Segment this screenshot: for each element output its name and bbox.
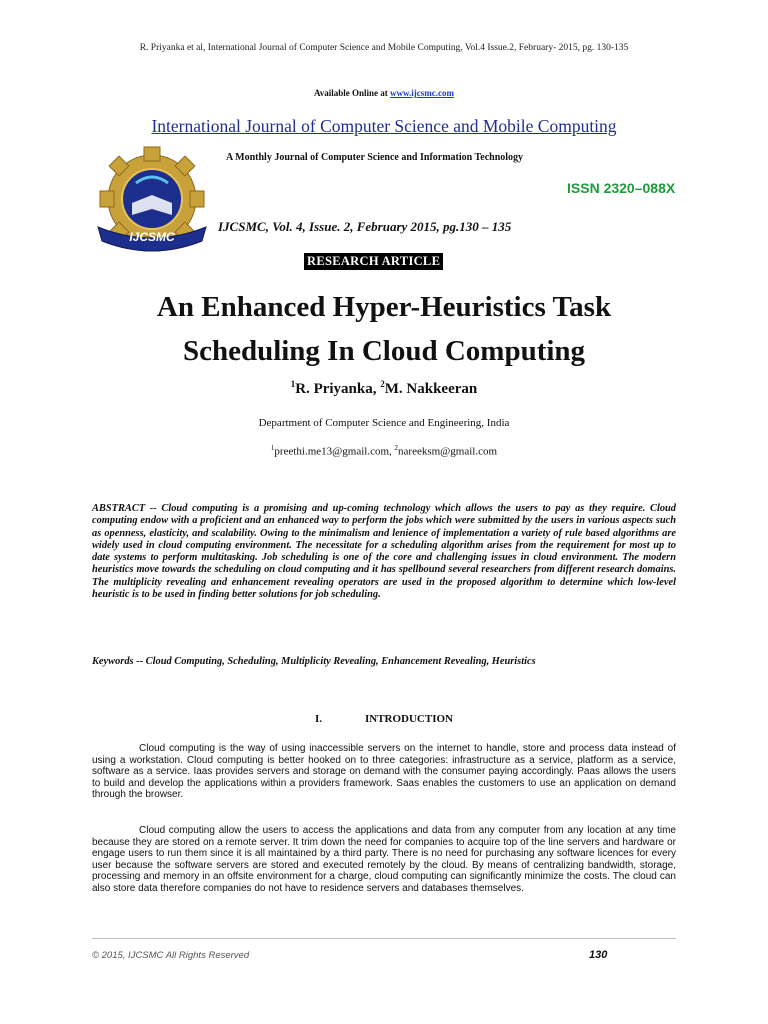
ijcsmc-logo xyxy=(92,143,212,261)
keywords: Keywords -- Cloud Computing, Scheduling, Multiplicity Revealing, Enhancement Revealing, Heuristics xyxy=(92,656,536,667)
title-line-1: An Enhanced Hyper-Heuristics Task xyxy=(156,291,612,323)
running-head: R. Priyanka et al, International Journal of Computer Science and Mobile Computing, Vol.4 Issue.2, February- 2015, pg. 130-135 xyxy=(139,43,629,53)
author-2-affil: 2 xyxy=(380,379,385,389)
journal-title[interactable]: International Journal of Computer Science and Mobile Computing xyxy=(151,116,617,136)
available-online xyxy=(0,88,768,98)
available-label: Available Online at xyxy=(313,88,391,98)
footer-divider xyxy=(92,938,676,939)
abstract: ABSTRACT -- Cloud computing is a promising and up-coming technology which allows the users to pay as they require. Cloud computing endow with a proficient and an enhanced way to perform the jobs which were submitted by the users in various aspects such as openness, elasticity, and scalability. Owing to the minimalism and lenience of implementation a variety of rule based algorithms are widely used in cloud computing environment. The necessitate for a scheduling algorithm arises from the requirement for most up to date systems to perform multitasking. Job scheduling is one of the core and challenging issues in cloud environment. The modern heuristics move towards the scheduling on cloud computing and it has spellbound several researchers from different research domains. The multiplicity revealing and enhancement revealing operators are used in the proposed algorithm to determine which low-level heuristic is to be used in finding better solutions for job scheduling. xyxy=(92,503,676,601)
title-line-2: Scheduling In Cloud Computing xyxy=(182,335,586,367)
copyright: © 2015, IJCSMC All Rights Reserved xyxy=(92,950,250,961)
author-2: M. Nakkeeran xyxy=(384,381,478,397)
section-heading xyxy=(0,713,768,725)
journal-website-link[interactable]: www.ijcsmc.com xyxy=(390,88,455,98)
section-title: INTRODUCTION xyxy=(364,713,453,725)
paper-title xyxy=(0,285,768,373)
section-number: I. xyxy=(314,713,323,725)
author-emails xyxy=(0,444,768,458)
intro-paragraph-2: Cloud computing allow the users to access the applications and data from any computer from any location at any time because they are stored on a remote server. It trim down the need for companies to acquire top of the line servers and hardware or engage users to run them since it is all maintained by a third party. There is no need for purchasing any software licences for every user because the software servers are stored and executed remotely by the cloud. By means of centralizing bandwidth, storage, processing and memory in an offsite environment for a charge, cloud computing can significantly minimize the costs. The cloud can also store data therefore companies do not have to residence servers and databases themselves. xyxy=(92,825,676,894)
page-number: 130 xyxy=(589,949,608,961)
issn: ISSN 2320–088X xyxy=(567,180,676,196)
intro-paragraph-1: Cloud computing is the way of using inaccessible servers on the internet to handle, store and process data instead of using a workstation. Cloud computing is better hooked on to three categories: infrastructure as a service, platform as a service, software as a service. Iaas provides servers and storage on demand with the consumer paying accordingly. Paas allows the users to build and develop the applications within a providers framework. Saas enables the customers to use an application on demand through the browser. xyxy=(92,743,676,800)
issue-info: IJCSMC, Vol. 4, Issue. 2, February 2015, pg.130 – 135 xyxy=(218,219,512,234)
authors xyxy=(0,379,768,398)
email-2-num: 2 xyxy=(394,444,399,452)
author-1-affil: 1 xyxy=(290,379,296,389)
email-1-num: 1 xyxy=(270,444,275,452)
author-1: R. Priyanka, xyxy=(295,381,381,397)
journal-subtitle: A Monthly Journal of Computer Science and Information Technology xyxy=(226,152,524,163)
article-type-badge: RESEARCH ARTICLE xyxy=(304,253,443,270)
email-2[interactable]: nareeksm@gmail.com xyxy=(398,445,498,458)
logo-text: IJCSMC xyxy=(129,230,175,244)
affiliation: Department of Computer Science and Engineering, India xyxy=(258,417,510,429)
email-1[interactable]: preethi.me13@gmail.com, xyxy=(274,445,395,458)
